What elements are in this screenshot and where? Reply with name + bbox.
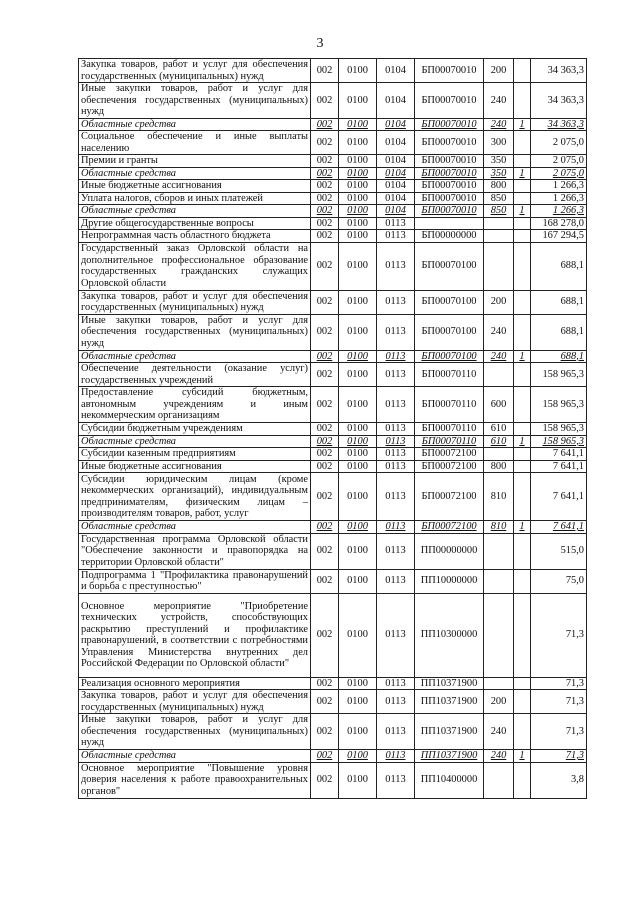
cell-name: Основное мероприятие "Приобретение технических устройств, способствующих раскрытию преступлений и профилактике правонарушений, в соответствии с потребностями Управления Министерства внутренних дел Российской Федерации по Орловской области" (79, 593, 311, 677)
cell-source (514, 155, 531, 168)
table-row (79, 714, 587, 750)
cell-name: Подпрограмма 1 "Профилактика правонарушений и борьба с преступностью" (79, 569, 311, 593)
cell-target-article: ПП10371900 (415, 750, 484, 763)
cell-amount: 3,8 (531, 762, 587, 798)
cell-admin-code: 002 (311, 180, 339, 193)
cell-admin-code: 002 (311, 230, 339, 243)
cell-amount: 34 363,3 (531, 83, 587, 119)
cell-expense-type: 240 (484, 314, 514, 350)
cell-section: 0100 (339, 155, 377, 168)
cell-target-article: ПП10300000 (415, 593, 484, 677)
cell-source (514, 131, 531, 155)
budget-table (78, 58, 587, 799)
table-row (79, 350, 587, 363)
table-row (79, 59, 587, 83)
cell-expense-type: 600 (484, 387, 514, 423)
cell-amount: 688,1 (531, 314, 587, 350)
cell-name: Иные закупки товаров, работ и услуг для обеспечения государственных (муниципальных) нужд (79, 714, 311, 750)
cell-target-article: ПП10371900 (415, 714, 484, 750)
cell-section: 0100 (339, 460, 377, 473)
cell-admin-code: 002 (311, 714, 339, 750)
cell-expense-type (484, 363, 514, 387)
cell-target-article: БП00070010 (415, 205, 484, 218)
cell-expense-type: 240 (484, 118, 514, 131)
cell-amount: 2 075,0 (531, 131, 587, 155)
cell-subsection: 0113 (377, 423, 415, 436)
cell-expense-type: 610 (484, 423, 514, 436)
cell-section: 0100 (339, 131, 377, 155)
cell-source (514, 460, 531, 473)
cell-subsection: 0113 (377, 714, 415, 750)
cell-subsection: 0104 (377, 118, 415, 131)
cell-name: Областные средства (79, 750, 311, 763)
cell-name: Закупка товаров, работ и услуг для обеспечения государственных (муниципальных) нужд (79, 290, 311, 314)
cell-admin-code: 002 (311, 59, 339, 83)
cell-amount: 688,1 (531, 290, 587, 314)
cell-expense-type: 810 (484, 521, 514, 534)
cell-admin-code: 002 (311, 387, 339, 423)
cell-admin-code: 002 (311, 290, 339, 314)
cell-amount: 515,0 (531, 533, 587, 569)
cell-target-article: ПП10000000 (415, 569, 484, 593)
cell-name: Иные закупки товаров, работ и услуг для обеспечения государственных (муниципальных) нужд (79, 314, 311, 350)
cell-amount: 71,3 (531, 714, 587, 750)
cell-section: 0100 (339, 230, 377, 243)
table-row (79, 205, 587, 218)
cell-subsection: 0113 (377, 521, 415, 534)
cell-admin-code: 002 (311, 131, 339, 155)
cell-admin-code: 002 (311, 435, 339, 448)
cell-target-article: БП00070010 (415, 180, 484, 193)
table-row (79, 118, 587, 131)
cell-expense-type (484, 762, 514, 798)
cell-subsection: 0113 (377, 569, 415, 593)
cell-admin-code: 002 (311, 533, 339, 569)
cell-name: Субсидии бюджетным учреждениям (79, 423, 311, 436)
table-row (79, 180, 587, 193)
cell-expense-type: 350 (484, 155, 514, 168)
cell-admin-code: 002 (311, 192, 339, 205)
table-row (79, 762, 587, 798)
cell-section: 0100 (339, 750, 377, 763)
cell-admin-code: 002 (311, 423, 339, 436)
cell-name: Иные бюджетные ассигнования (79, 180, 311, 193)
cell-source (514, 83, 531, 119)
cell-name: Основное мероприятие "Повышение уровня доверия населения к работе правоохранительных органов" (79, 762, 311, 798)
cell-subsection: 0113 (377, 533, 415, 569)
cell-source (514, 387, 531, 423)
cell-source (514, 569, 531, 593)
cell-admin-code: 002 (311, 569, 339, 593)
cell-admin-code: 002 (311, 314, 339, 350)
cell-source (514, 180, 531, 193)
cell-expense-type: 200 (484, 690, 514, 714)
cell-name: Иные закупки товаров, работ и услуг для обеспечения государственных (муниципальных) нужд (79, 83, 311, 119)
cell-target-article: БП00070110 (415, 363, 484, 387)
cell-admin-code: 002 (311, 593, 339, 677)
cell-target-article: БП00072100 (415, 473, 484, 521)
cell-name: Обеспечение деятельности (оказание услуг) государственных учреждений (79, 363, 311, 387)
table-row (79, 131, 587, 155)
cell-name: Непрограммная часть областного бюджета (79, 230, 311, 243)
cell-amount: 2 075,0 (531, 155, 587, 168)
cell-source: 1 (514, 167, 531, 180)
cell-target-article: БП00070010 (415, 131, 484, 155)
cell-section: 0100 (339, 192, 377, 205)
cell-source (514, 533, 531, 569)
cell-target-article: БП00070100 (415, 350, 484, 363)
cell-section: 0100 (339, 435, 377, 448)
cell-name: Областные средства (79, 167, 311, 180)
cell-amount: 7 641,1 (531, 448, 587, 461)
cell-admin-code: 002 (311, 242, 339, 290)
cell-subsection: 0104 (377, 205, 415, 218)
table-row (79, 435, 587, 448)
cell-subsection: 0113 (377, 762, 415, 798)
cell-name: Областные средства (79, 205, 311, 218)
cell-expense-type: 350 (484, 167, 514, 180)
cell-subsection: 0113 (377, 448, 415, 461)
cell-target-article: БП00070010 (415, 83, 484, 119)
cell-subsection: 0104 (377, 155, 415, 168)
cell-amount: 7 641,1 (531, 460, 587, 473)
cell-name: Субсидии казенным предприятиям (79, 448, 311, 461)
cell-expense-type: 300 (484, 131, 514, 155)
table-row (79, 460, 587, 473)
cell-section: 0100 (339, 593, 377, 677)
cell-source: 1 (514, 118, 531, 131)
cell-subsection: 0113 (377, 230, 415, 243)
cell-target-article: БП00070100 (415, 242, 484, 290)
table-row (79, 217, 587, 230)
cell-subsection: 0113 (377, 350, 415, 363)
cell-subsection: 0113 (377, 217, 415, 230)
cell-subsection: 0113 (377, 677, 415, 690)
cell-amount: 688,1 (531, 242, 587, 290)
cell-target-article: БП00070010 (415, 167, 484, 180)
cell-source (514, 677, 531, 690)
cell-target-article: БП00070110 (415, 387, 484, 423)
cell-admin-code: 002 (311, 460, 339, 473)
cell-admin-code: 002 (311, 473, 339, 521)
cell-subsection: 0104 (377, 131, 415, 155)
cell-amount: 71,3 (531, 677, 587, 690)
cell-source: 1 (514, 435, 531, 448)
cell-amount: 158 965,3 (531, 435, 587, 448)
cell-name: Закупка товаров, работ и услуг для обеспечения государственных (муниципальных) нужд (79, 59, 311, 83)
cell-expense-type: 850 (484, 192, 514, 205)
cell-name: Иные бюджетные ассигнования (79, 460, 311, 473)
cell-name: Предоставление субсидий бюджетным, автономным учреждениям и иным некоммерческим организациям (79, 387, 311, 423)
cell-section: 0100 (339, 448, 377, 461)
cell-subsection: 0113 (377, 290, 415, 314)
table-row (79, 230, 587, 243)
cell-source (514, 314, 531, 350)
cell-name: Областные средства (79, 350, 311, 363)
cell-section: 0100 (339, 217, 377, 230)
cell-target-article: БП00072100 (415, 460, 484, 473)
cell-target-article: БП00070100 (415, 314, 484, 350)
cell-target-article: БП00070110 (415, 435, 484, 448)
cell-subsection: 0113 (377, 242, 415, 290)
cell-amount: 34 363,3 (531, 59, 587, 83)
cell-subsection: 0113 (377, 460, 415, 473)
cell-section: 0100 (339, 83, 377, 119)
cell-section: 0100 (339, 714, 377, 750)
cell-expense-type (484, 230, 514, 243)
cell-expense-type (484, 593, 514, 677)
cell-source: 1 (514, 205, 531, 218)
table-row (79, 677, 587, 690)
cell-admin-code: 002 (311, 155, 339, 168)
cell-expense-type: 200 (484, 290, 514, 314)
cell-admin-code: 002 (311, 521, 339, 534)
cell-section: 0100 (339, 118, 377, 131)
cell-subsection: 0104 (377, 180, 415, 193)
cell-expense-type (484, 569, 514, 593)
cell-amount: 1 266,3 (531, 192, 587, 205)
cell-subsection: 0113 (377, 750, 415, 763)
cell-expense-type (484, 677, 514, 690)
cell-expense-type (484, 242, 514, 290)
cell-amount: 158 965,3 (531, 423, 587, 436)
table-row (79, 423, 587, 436)
cell-source (514, 192, 531, 205)
cell-source (514, 59, 531, 83)
cell-admin-code: 002 (311, 205, 339, 218)
cell-source (514, 363, 531, 387)
cell-admin-code: 002 (311, 363, 339, 387)
cell-admin-code: 002 (311, 690, 339, 714)
cell-expense-type: 240 (484, 83, 514, 119)
cell-expense-type: 240 (484, 750, 514, 763)
cell-expense-type: 810 (484, 473, 514, 521)
table-row (79, 521, 587, 534)
cell-subsection: 0104 (377, 83, 415, 119)
cell-expense-type: 800 (484, 460, 514, 473)
cell-admin-code: 002 (311, 677, 339, 690)
cell-admin-code: 002 (311, 750, 339, 763)
cell-target-article: БП00070010 (415, 155, 484, 168)
cell-amount: 1 266,3 (531, 205, 587, 218)
cell-expense-type: 240 (484, 350, 514, 363)
cell-name: Областные средства (79, 435, 311, 448)
cell-amount: 7 641,1 (531, 521, 587, 534)
cell-source (514, 448, 531, 461)
cell-source (514, 230, 531, 243)
cell-admin-code: 002 (311, 167, 339, 180)
cell-subsection: 0104 (377, 59, 415, 83)
cell-target-article: БП00070010 (415, 118, 484, 131)
cell-source (514, 593, 531, 677)
cell-name: Областные средства (79, 118, 311, 131)
table-row (79, 192, 587, 205)
cell-expense-type: 800 (484, 180, 514, 193)
cell-amount: 71,3 (531, 750, 587, 763)
cell-amount: 71,3 (531, 690, 587, 714)
cell-section: 0100 (339, 242, 377, 290)
budget-table-body (79, 59, 587, 799)
cell-admin-code: 002 (311, 762, 339, 798)
cell-expense-type (484, 448, 514, 461)
cell-amount: 34 363,3 (531, 118, 587, 131)
cell-name: Государственный заказ Орловской области на дополнительное профессиональное образование государственных гражданских служащих Орловской области (79, 242, 311, 290)
cell-section: 0100 (339, 314, 377, 350)
cell-subsection: 0113 (377, 473, 415, 521)
cell-amount: 71,3 (531, 593, 587, 677)
cell-subsection: 0113 (377, 435, 415, 448)
cell-amount: 688,1 (531, 350, 587, 363)
cell-amount: 158 965,3 (531, 387, 587, 423)
cell-section: 0100 (339, 205, 377, 218)
cell-expense-type (484, 533, 514, 569)
page-number: 3 (316, 36, 324, 51)
cell-source (514, 714, 531, 750)
cell-admin-code: 002 (311, 350, 339, 363)
cell-section: 0100 (339, 59, 377, 83)
cell-name: Государственная программа Орловской области "Обеспечение законности и правопорядка на территории Орловской области" (79, 533, 311, 569)
cell-section: 0100 (339, 677, 377, 690)
table-row (79, 363, 587, 387)
cell-target-article (415, 217, 484, 230)
cell-subsection: 0113 (377, 363, 415, 387)
cell-source (514, 473, 531, 521)
cell-name: Закупка товаров, работ и услуг для обеспечения государственных (муниципальных) нужд (79, 690, 311, 714)
cell-source: 1 (514, 750, 531, 763)
cell-expense-type: 240 (484, 714, 514, 750)
cell-admin-code: 002 (311, 118, 339, 131)
table-row (79, 83, 587, 119)
cell-source (514, 290, 531, 314)
table-row (79, 242, 587, 290)
cell-section: 0100 (339, 167, 377, 180)
cell-target-article: БП00000000 (415, 230, 484, 243)
cell-section: 0100 (339, 423, 377, 436)
cell-subsection: 0113 (377, 690, 415, 714)
cell-target-article: ПП10400000 (415, 762, 484, 798)
cell-expense-type: 200 (484, 59, 514, 83)
cell-target-article: БП00070010 (415, 59, 484, 83)
table-row (79, 569, 587, 593)
cell-source (514, 423, 531, 436)
cell-name: Реализация основного мероприятия (79, 677, 311, 690)
cell-section: 0100 (339, 521, 377, 534)
cell-subsection: 0104 (377, 192, 415, 205)
cell-name: Социальное обеспечение и иные выплаты населению (79, 131, 311, 155)
cell-target-article: БП00072100 (415, 521, 484, 534)
table-row (79, 533, 587, 569)
table-row (79, 473, 587, 521)
table-row (79, 167, 587, 180)
cell-target-article: БП00070110 (415, 423, 484, 436)
table-row (79, 593, 587, 677)
cell-section: 0100 (339, 473, 377, 521)
cell-section: 0100 (339, 180, 377, 193)
table-row (79, 387, 587, 423)
table-row (79, 448, 587, 461)
cell-name: Премии и гранты (79, 155, 311, 168)
cell-name: Субсидии юридическим лицам (кроме некоммерческих организаций), индивидуальным предпринимателям, физическим лицам – производителям товаров, работ, услуг (79, 473, 311, 521)
cell-section: 0100 (339, 533, 377, 569)
cell-target-article: ПП00000000 (415, 533, 484, 569)
cell-target-article: ПП10371900 (415, 690, 484, 714)
cell-section: 0100 (339, 350, 377, 363)
cell-amount: 158 965,3 (531, 363, 587, 387)
cell-name: Областные средства (79, 521, 311, 534)
cell-target-article: БП00070100 (415, 290, 484, 314)
cell-section: 0100 (339, 762, 377, 798)
cell-source (514, 242, 531, 290)
cell-name: Уплата налогов, сборов и иных платежей (79, 192, 311, 205)
cell-amount: 167 294,5 (531, 230, 587, 243)
cell-name: Другие общегосударственные вопросы (79, 217, 311, 230)
cell-amount: 1 266,3 (531, 180, 587, 193)
cell-amount: 2 075,0 (531, 167, 587, 180)
cell-source: 1 (514, 350, 531, 363)
cell-section: 0100 (339, 290, 377, 314)
cell-section: 0100 (339, 387, 377, 423)
cell-target-article: БП00072100 (415, 448, 484, 461)
cell-admin-code: 002 (311, 83, 339, 119)
cell-subsection: 0113 (377, 593, 415, 677)
cell-section: 0100 (339, 569, 377, 593)
cell-amount: 168 278,0 (531, 217, 587, 230)
cell-source (514, 690, 531, 714)
cell-target-article: ПП10371900 (415, 677, 484, 690)
cell-source (514, 762, 531, 798)
cell-expense-type: 610 (484, 435, 514, 448)
cell-section: 0100 (339, 363, 377, 387)
cell-expense-type (484, 217, 514, 230)
cell-source: 1 (514, 521, 531, 534)
table-row (79, 314, 587, 350)
cell-target-article: БП00070010 (415, 192, 484, 205)
table-row (79, 690, 587, 714)
cell-subsection: 0113 (377, 387, 415, 423)
cell-source (514, 217, 531, 230)
cell-section: 0100 (339, 690, 377, 714)
cell-subsection: 0113 (377, 314, 415, 350)
cell-subsection: 0104 (377, 167, 415, 180)
cell-amount: 75,0 (531, 569, 587, 593)
cell-admin-code: 002 (311, 448, 339, 461)
table-row (79, 750, 587, 763)
cell-expense-type: 850 (484, 205, 514, 218)
table-row (79, 290, 587, 314)
cell-amount: 7 641,1 (531, 473, 587, 521)
cell-admin-code: 002 (311, 217, 339, 230)
table-row (79, 155, 587, 168)
